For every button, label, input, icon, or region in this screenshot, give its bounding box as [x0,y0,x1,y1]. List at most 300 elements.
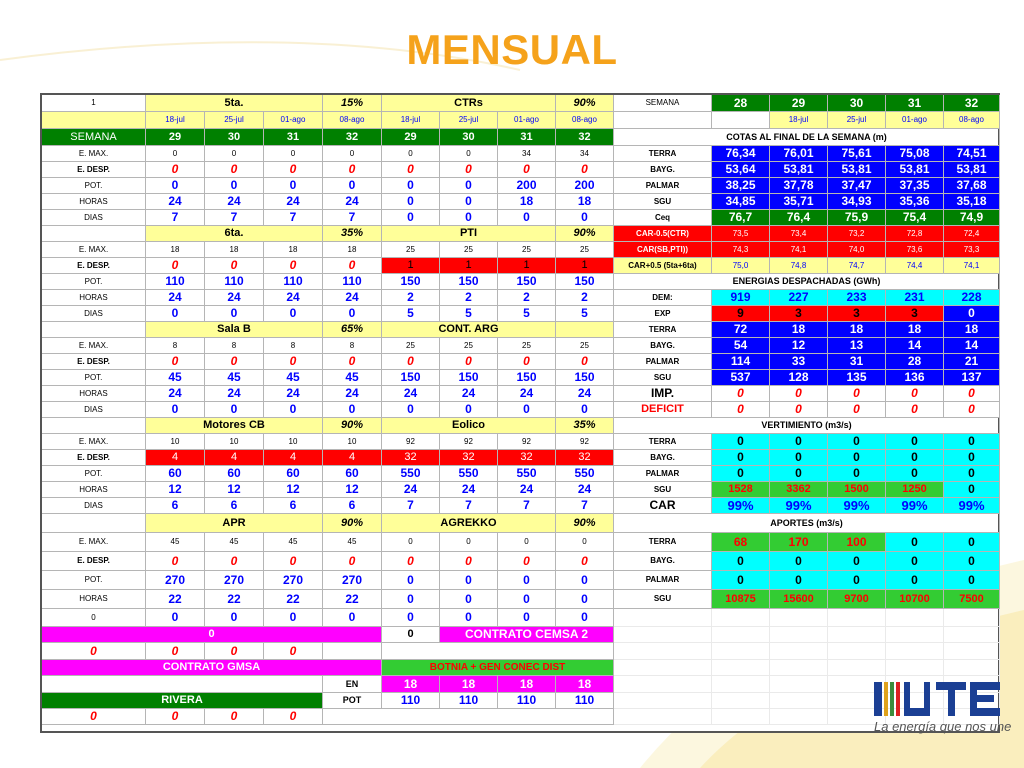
left-cell-r19-c3: 0 [264,402,323,418]
left-cell-r12-c2: 24 [205,290,264,306]
right-cell-r9-c1: 74,3 [712,242,770,258]
left-cell-r12-c0: HORAS [42,290,146,306]
right-cell-r19-c3: 0 [828,402,886,418]
right-cell-r0-c0: SEMANA [614,95,712,112]
left-cell-r24-c8: 24 [556,482,614,498]
left-cell-r0-c0: 1 [42,95,146,112]
right-cell-r3-c0: TERRA [614,146,712,162]
left-cell-r36-c4: POT [323,693,382,709]
left-cell-r3-c5: 0 [382,146,440,162]
right-cell-r8-c1: 73,5 [712,226,770,242]
left-cell-r30-c7: 0 [498,590,556,609]
right-cell-r4-c1: 53,64 [712,162,770,178]
right-cell-r17-c2: 128 [770,370,828,386]
left-cell-r15-c6: 25 [440,338,498,354]
left-cell-r6-c4: 24 [323,194,382,210]
right-cell-r0-c4: 31 [886,95,944,112]
left-cell-r20-c0 [42,418,146,434]
right-cell-r8-c5: 72,4 [944,226,1000,242]
left-cell-r28-c4: 0 [323,552,382,571]
left-cell-r2-c7: 31 [498,129,556,146]
right-cell-r29-c0: PALMAR [614,571,712,590]
left-cell-r33-c4 [323,643,382,660]
right-cell-r21-c4: 0 [886,434,944,450]
left-cell-r30-c6: 0 [440,590,498,609]
right-cell-r19-c4: 0 [886,402,944,418]
left-cell-r2-c8: 32 [556,129,614,146]
right-cell-r12-c3: 233 [828,290,886,306]
empty-cell [886,643,944,660]
left-cell-r25-c0: DIAS [42,498,146,514]
left-cell-r37-c3: 0 [264,709,323,725]
right-cell-r16-c5: 21 [944,354,1000,370]
empty-cell [712,709,770,725]
left-cell-r30-c2: 22 [205,590,264,609]
right-cell-r12-c5: 228 [944,290,1000,306]
right-cell-r9-c5: 73,3 [944,242,1000,258]
left-cell-r29-c5: 0 [382,571,440,590]
right-cell-r7-c3: 75,9 [828,210,886,226]
left-cell-r22-c8: 32 [556,450,614,466]
left-cell-r2-c4: 32 [323,129,382,146]
empty-cell [944,609,1000,627]
left-cell-r17-c4: 45 [323,370,382,386]
left-cell-r18-c5: 24 [382,386,440,402]
left-cell-r19-c5: 0 [382,402,440,418]
left-cell-r6-c5: 0 [382,194,440,210]
right-cell-r23-c4: 0 [886,466,944,482]
right-cell-r28-c2: 0 [770,552,828,571]
right-cell-r10-c3: 74,7 [828,258,886,274]
left-cell-r2-c5: 29 [382,129,440,146]
left-cell-r26-c4: 90% [323,514,382,533]
left-cell-r11-c2: 110 [205,274,264,290]
left-cell-r34-c0: CONTRATO GMSA [42,660,382,676]
left-cell-r8-c8: 90% [556,226,614,242]
left-cell-r22-c1: 4 [146,450,205,466]
right-cell-r11-c0: ENERGIAS DESPACHADAS (GWh) [614,274,1000,290]
left-cell-r14-c8 [556,322,614,338]
left-cell-r22-c0: E. DESP. [42,450,146,466]
empty-cell [712,676,770,693]
right-cell-r1-c0 [614,112,712,129]
left-cell-r1-c7: 01-ago [498,112,556,129]
right-cell-r15-c2: 12 [770,338,828,354]
left-cell-r11-c3: 110 [264,274,323,290]
left-cell-r33-c3: 0 [264,643,323,660]
left-cell-r23-c2: 60 [205,466,264,482]
right-cell-r4-c2: 53,81 [770,162,828,178]
right-cell-r22-c2: 0 [770,450,828,466]
right-cell-r16-c1: 114 [712,354,770,370]
right-cell-r14-c2: 18 [770,322,828,338]
empty-cell [614,709,712,725]
left-cell-r31-c6: 0 [440,609,498,627]
left-cell-r37-c4 [323,709,614,725]
right-cell-r14-c5: 18 [944,322,1000,338]
left-cell-r17-c6: 150 [440,370,498,386]
right-cell-r16-c4: 28 [886,354,944,370]
left-cell-r12-c8: 2 [556,290,614,306]
right-cell-r10-c2: 74,8 [770,258,828,274]
left-cell-r3-c8: 34 [556,146,614,162]
left-cell-r17-c1: 45 [146,370,205,386]
right-cell-r9-c2: 74,1 [770,242,828,258]
right-cell-r1-c5: 08-ago [944,112,1000,129]
left-cell-r26-c8: 90% [556,514,614,533]
right-cell-r6-c5: 35,18 [944,194,1000,210]
empty-cell [770,709,828,725]
left-cell-r19-c6: 0 [440,402,498,418]
left-cell-r11-c0: POT. [42,274,146,290]
right-cell-r18-c1: 0 [712,386,770,402]
right-cell-r29-c4: 0 [886,571,944,590]
empty-cell [770,627,828,643]
left-cell-r12-c3: 24 [264,290,323,306]
right-cell-r8-c2: 73,4 [770,226,828,242]
left-cell-r5-c3: 0 [264,178,323,194]
right-cell-r5-c0: PALMAR [614,178,712,194]
left-cell-r15-c2: 8 [205,338,264,354]
right-cell-r5-c4: 37,35 [886,178,944,194]
right-cell-r30-c4: 10700 [886,590,944,609]
left-cell-r18-c6: 24 [440,386,498,402]
empty-cell [614,643,712,660]
right-cell-r13-c3: 3 [828,306,886,322]
left-cell-r21-c8: 92 [556,434,614,450]
left-cell-r21-c7: 92 [498,434,556,450]
left-cell-r3-c6: 0 [440,146,498,162]
left-cell-r37-c1: 0 [146,709,205,725]
right-cell-r3-c4: 75,08 [886,146,944,162]
right-cell-r9-c0: CAR(SB,PTI)) [614,242,712,258]
left-cell-r3-c2: 0 [205,146,264,162]
right-cell-r12-c2: 227 [770,290,828,306]
left-cell-r19-c1: 0 [146,402,205,418]
left-cell-r4-c8: 0 [556,162,614,178]
left-cell-r18-c4: 24 [323,386,382,402]
right-cell-r27-c5: 0 [944,533,1000,552]
right-cell-r13-c5: 0 [944,306,1000,322]
left-cell-r4-c4: 0 [323,162,382,178]
right-cell-r10-c5: 74,1 [944,258,1000,274]
ute-logo [874,680,1004,718]
right-cell-r13-c0: EXP [614,306,712,322]
left-cell-r29-c4: 270 [323,571,382,590]
left-cell-r6-c7: 18 [498,194,556,210]
right-cell-r1-c4: 01-ago [886,112,944,129]
left-cell-r28-c0: E. DESP. [42,552,146,571]
left-cell-r17-c2: 45 [205,370,264,386]
left-cell-r20-c1: Motores CB [146,418,323,434]
right-cell-r28-c5: 0 [944,552,1000,571]
left-cell-r4-c1: 0 [146,162,205,178]
left-cell-r28-c2: 0 [205,552,264,571]
left-cell-r11-c6: 150 [440,274,498,290]
left-cell-r12-c1: 24 [146,290,205,306]
left-cell-r9-c5: 25 [382,242,440,258]
right-cell-r10-c0: CAR+0.5 (5ta+6ta) [614,258,712,274]
left-cell-r8-c4: 35% [323,226,382,242]
left-cell-r12-c6: 2 [440,290,498,306]
left-cell-r19-c0: DIAS [42,402,146,418]
left-cell-r21-c3: 10 [264,434,323,450]
right-cell-r25-c0: CAR [614,498,712,514]
left-cell-r15-c4: 8 [323,338,382,354]
right-cell-r15-c5: 14 [944,338,1000,354]
right-cell-r25-c1: 99% [712,498,770,514]
left-cell-r25-c8: 7 [556,498,614,514]
empty-cell [886,660,944,676]
left-cell-r2-c2: 30 [205,129,264,146]
left-cell-r21-c2: 10 [205,434,264,450]
right-cell-r6-c3: 34,93 [828,194,886,210]
left-cell-r35-c8: 18 [556,676,614,693]
left-cell-r27-c5: 0 [382,533,440,552]
right-cell-r29-c5: 0 [944,571,1000,590]
left-cell-r21-c5: 92 [382,434,440,450]
left-cell-r24-c4: 12 [323,482,382,498]
left-cell-r30-c5: 0 [382,590,440,609]
empty-cell [828,643,886,660]
right-cell-r27-c1: 68 [712,533,770,552]
left-cell-r17-c5: 150 [382,370,440,386]
left-cell-r30-c8: 0 [556,590,614,609]
left-cell-r18-c8: 24 [556,386,614,402]
left-cell-r36-c5: 110 [382,693,440,709]
right-cell-r0-c5: 32 [944,95,1000,112]
left-cell-r21-c0: E. MAX. [42,434,146,450]
right-cell-r29-c2: 0 [770,571,828,590]
empty-cell [614,627,712,643]
left-cell-r13-c4: 0 [323,306,382,322]
left-cell-r5-c1: 0 [146,178,205,194]
left-cell-r6-c1: 24 [146,194,205,210]
right-cell-r9-c4: 73,6 [886,242,944,258]
right-cell-r1-c3: 25-jul [828,112,886,129]
right-cell-r8-c0: CAR-0.5(CTR) [614,226,712,242]
right-cell-r13-c4: 3 [886,306,944,322]
left-cell-r13-c2: 0 [205,306,264,322]
right-cell-r24-c0: SGU [614,482,712,498]
left-cell-r2-c6: 30 [440,129,498,146]
empty-cell [886,609,944,627]
left-cell-r22-c6: 32 [440,450,498,466]
left-cell-r1-c1: 18-jul [146,112,205,129]
right-cell-r5-c5: 37,68 [944,178,1000,194]
left-cell-r23-c8: 550 [556,466,614,482]
left-cell-r1-c4: 08-ago [323,112,382,129]
right-cell-r7-c1: 76,7 [712,210,770,226]
right-cell-r18-c2: 0 [770,386,828,402]
right-cell-r21-c5: 0 [944,434,1000,450]
left-cell-r7-c1: 7 [146,210,205,226]
left-cell-r7-c5: 0 [382,210,440,226]
right-cell-r17-c5: 137 [944,370,1000,386]
left-cell-r35-c6: 18 [440,676,498,693]
right-cell-r28-c4: 0 [886,552,944,571]
left-cell-r16-c1: 0 [146,354,205,370]
left-cell-r25-c2: 6 [205,498,264,514]
left-cell-r10-c3: 0 [264,258,323,274]
right-cell-r16-c2: 33 [770,354,828,370]
left-cell-r25-c6: 7 [440,498,498,514]
right-cell-r30-c0: SGU [614,590,712,609]
empty-cell [828,660,886,676]
left-cell-r35-c4: EN [323,676,382,693]
left-cell-r11-c4: 110 [323,274,382,290]
left-cell-r4-c0: E. DESP. [42,162,146,178]
left-cell-r35-c5: 18 [382,676,440,693]
left-cell-r7-c7: 0 [498,210,556,226]
empty-cell [770,693,828,709]
left-cell-r24-c5: 24 [382,482,440,498]
left-cell-r30-c4: 22 [323,590,382,609]
right-cell-r21-c2: 0 [770,434,828,450]
empty-cell [712,643,770,660]
left-cell-r9-c1: 18 [146,242,205,258]
left-cell-r7-c6: 0 [440,210,498,226]
empty-cell [944,627,1000,643]
left-cell-r1-c2: 25-jul [205,112,264,129]
left-cell-r3-c7: 34 [498,146,556,162]
right-cell-r27-c0: TERRA [614,533,712,552]
left-cell-r5-c6: 0 [440,178,498,194]
right-cell-r24-c3: 1500 [828,482,886,498]
right-cell-r24-c1: 1528 [712,482,770,498]
left-cell-r11-c1: 110 [146,274,205,290]
right-cell-r20-c0: VERTIMIENTO (m3/s) [614,418,1000,434]
left-cell-r7-c0: DIAS [42,210,146,226]
right-cell-r7-c2: 76,4 [770,210,828,226]
right-cell-r28-c0: BAYG. [614,552,712,571]
left-cell-r0-c8: 90% [556,95,614,112]
left-cell-r16-c8: 0 [556,354,614,370]
right-cell-r5-c2: 37,78 [770,178,828,194]
right-cell-r1-c1 [712,112,770,129]
left-cell-r4-c3: 0 [264,162,323,178]
right-cell-r18-c3: 0 [828,386,886,402]
empty-cell [614,676,712,693]
left-cell-r7-c3: 7 [264,210,323,226]
left-cell-r23-c0: POT. [42,466,146,482]
right-cell-r6-c1: 34,85 [712,194,770,210]
right-cell-r22-c5: 0 [944,450,1000,466]
left-cell-r10-c2: 0 [205,258,264,274]
left-cell-r18-c7: 24 [498,386,556,402]
left-cell-r9-c6: 25 [440,242,498,258]
empty-cell [712,660,770,676]
left-cell-r22-c3: 4 [264,450,323,466]
left-cell-r9-c8: 25 [556,242,614,258]
right-cell-r17-c0: SGU [614,370,712,386]
left-cell-r36-c7: 110 [498,693,556,709]
left-cell-r18-c0: HORAS [42,386,146,402]
left-cell-r5-c8: 200 [556,178,614,194]
left-cell-r20-c4: 90% [323,418,382,434]
left-cell-r31-c4: 0 [323,609,382,627]
left-cell-r31-c0: 0 [42,609,146,627]
left-cell-r4-c2: 0 [205,162,264,178]
right-cell-r24-c5: 0 [944,482,1000,498]
left-cell-r5-c5: 0 [382,178,440,194]
left-cell-r33-c0: 0 [42,643,146,660]
left-cell-r6-c3: 24 [264,194,323,210]
right-cell-r14-c0: TERRA [614,322,712,338]
right-cell-r17-c4: 136 [886,370,944,386]
right-cell-r0-c3: 30 [828,95,886,112]
left-cell-r20-c5: Eolico [382,418,556,434]
left-cell-r22-c4: 4 [323,450,382,466]
right-cell-r24-c4: 1250 [886,482,944,498]
left-cell-r3-c0: E. MAX. [42,146,146,162]
left-cell-r19-c8: 0 [556,402,614,418]
left-cell-r10-c0: E. DESP. [42,258,146,274]
left-cell-r27-c4: 45 [323,533,382,552]
page-title: MENSUAL [406,26,618,73]
left-cell-r4-c7: 0 [498,162,556,178]
left-cell-r37-c2: 0 [205,709,264,725]
left-cell-r13-c8: 5 [556,306,614,322]
right-cell-r19-c2: 0 [770,402,828,418]
left-cell-r14-c0 [42,322,146,338]
right-cell-r0-c1: 28 [712,95,770,112]
right-cell-r23-c2: 0 [770,466,828,482]
left-cell-r31-c3: 0 [264,609,323,627]
left-cell-r7-c2: 7 [205,210,264,226]
right-cell-r23-c3: 0 [828,466,886,482]
left-cell-r1-c3: 01-ago [264,112,323,129]
right-cell-r23-c1: 0 [712,466,770,482]
left-cell-r21-c4: 10 [323,434,382,450]
left-cell-r32-c0: 0 [42,627,382,643]
right-cell-r13-c2: 3 [770,306,828,322]
right-cell-r8-c3: 73,2 [828,226,886,242]
left-cell-r6-c6: 0 [440,194,498,210]
right-cell-r25-c2: 99% [770,498,828,514]
left-cell-r33-c1: 0 [146,643,205,660]
right-cell-r21-c3: 0 [828,434,886,450]
right-cell-r17-c3: 135 [828,370,886,386]
left-cell-r16-c6: 0 [440,354,498,370]
right-cell-r26-c0: APORTES (m3/s) [614,514,1000,533]
left-cell-r24-c3: 12 [264,482,323,498]
empty-cell [770,676,828,693]
left-cell-r24-c0: HORAS [42,482,146,498]
left-cell-r22-c7: 32 [498,450,556,466]
left-cell-r10-c7: 1 [498,258,556,274]
right-cell-r15-c4: 14 [886,338,944,354]
left-cell-r11-c7: 150 [498,274,556,290]
empty-cell [770,609,828,627]
left-cell-r34-c5: BOTNIA + GEN CONEC DIST [382,660,614,676]
left-cell-r26-c1: APR [146,514,323,533]
right-cell-r15-c1: 54 [712,338,770,354]
left-cell-r3-c4: 0 [323,146,382,162]
left-cell-r22-c5: 32 [382,450,440,466]
left-cell-r1-c8: 08-ago [556,112,614,129]
left-cell-r37-c0: 0 [42,709,146,725]
right-cell-r18-c0: IMP. [614,386,712,402]
left-cell-r33-c5 [382,643,614,660]
left-cell-r13-c5: 5 [382,306,440,322]
left-cell-r16-c7: 0 [498,354,556,370]
right-cell-r18-c5: 0 [944,386,1000,402]
left-cell-r8-c1: 6ta. [146,226,323,242]
right-cell-r5-c1: 38,25 [712,178,770,194]
left-cell-r31-c2: 0 [205,609,264,627]
right-cell-r29-c1: 0 [712,571,770,590]
